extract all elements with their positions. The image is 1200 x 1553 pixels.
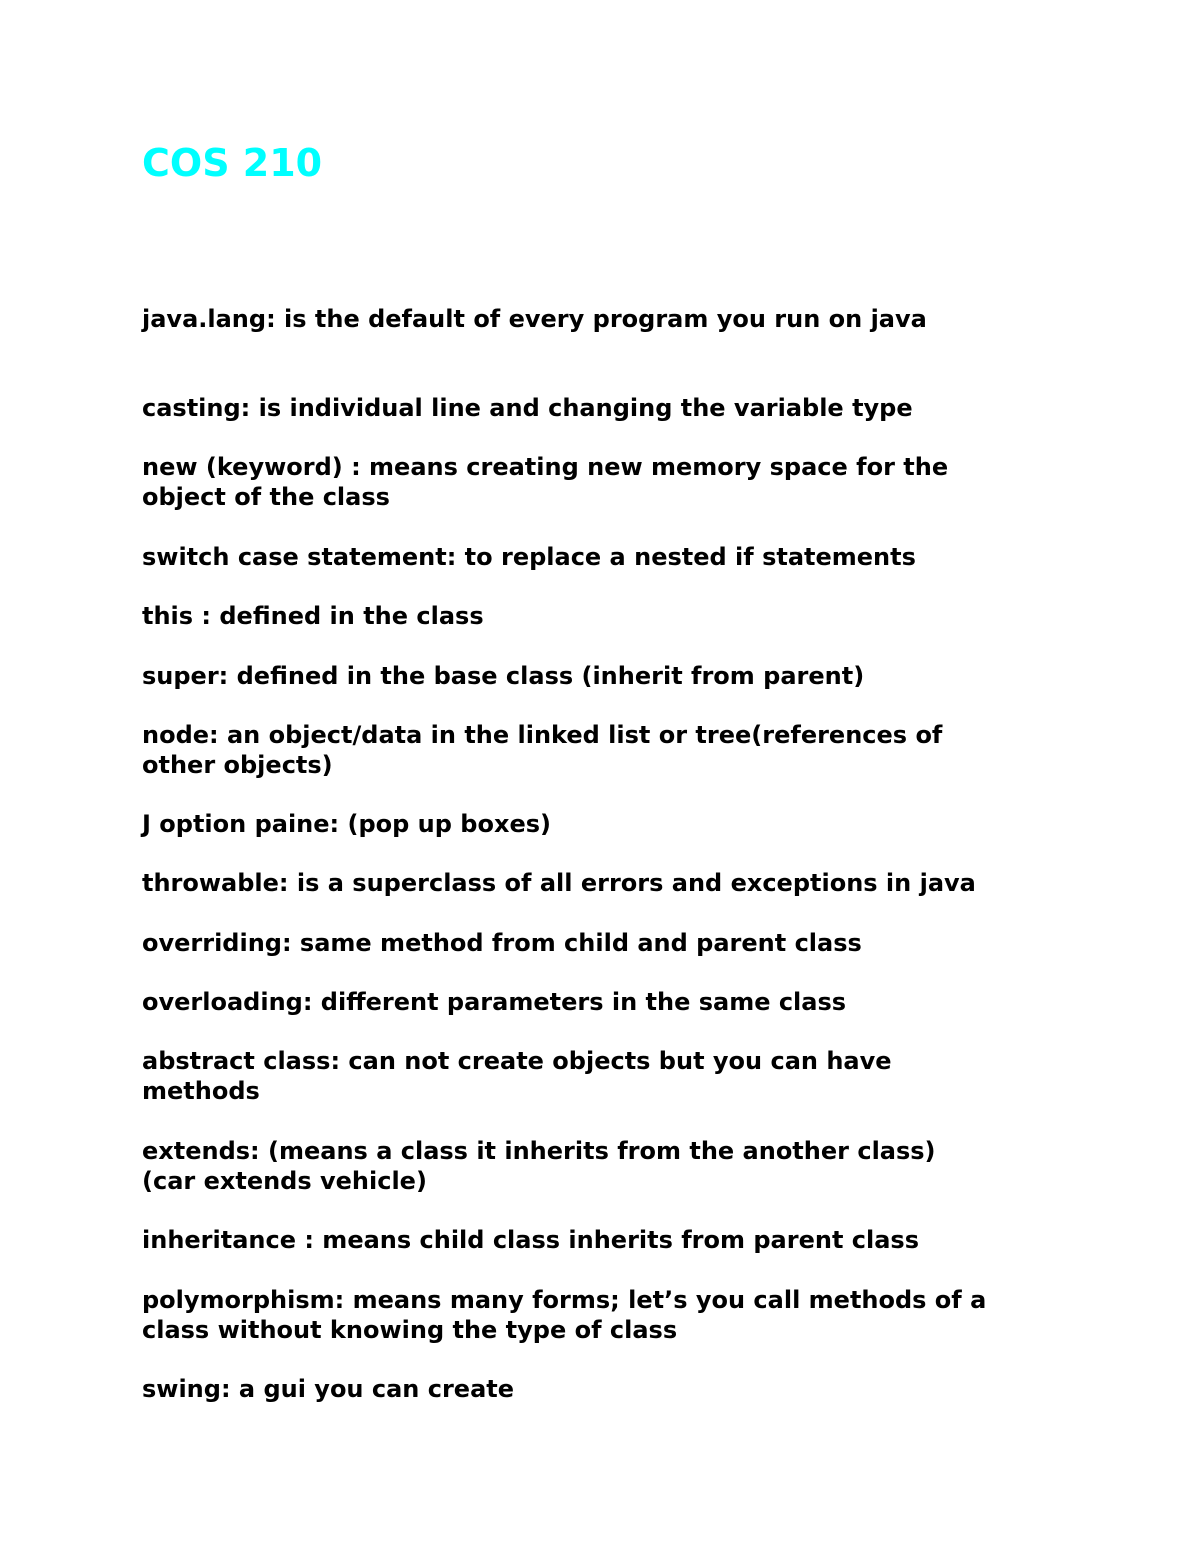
entry-throwable: throwable: is a superclass of all errors and exceptions in java [142, 869, 976, 897]
entry-polymorphism: polymorphism: means many forms; let’s you call methods of a class without knowing the type of class [142, 1286, 987, 1344]
entry-this: this : defined in the class [142, 602, 484, 630]
entry-casting: casting: is individual line and changing the variable type [142, 394, 913, 422]
entry-joption-paine: J option paine: (pop up boxes) [142, 810, 551, 838]
entry-node: node: an object/data in the linked list or tree(references of other objects) [142, 721, 943, 779]
entry-inheritance: inheritance : means child class inherits from parent class [142, 1226, 919, 1254]
entry-switch-case: switch case statement: to replace a nested if statements [142, 543, 916, 571]
document-title: COS 210 [142, 141, 323, 185]
entry-overriding: overriding: same method from child and parent class [142, 929, 862, 957]
entry-extends: extends: (means a class it inherits from the another class) (car extends vehicle) [142, 1137, 936, 1195]
entry-swing: swing: a gui you can create [142, 1375, 515, 1403]
entry-abstract-class: abstract class: can not create objects but you can have methods [142, 1047, 892, 1105]
entry-super: super: defined in the base class (inherit from parent) [142, 662, 865, 690]
entry-overloading: overloading: different parameters in the same class [142, 988, 847, 1016]
entry-java-lang: java.lang: is the default of every program you run on java [142, 305, 927, 333]
entry-new-keyword: new (keyword) : means creating new memory space for the object of the class [142, 453, 949, 511]
